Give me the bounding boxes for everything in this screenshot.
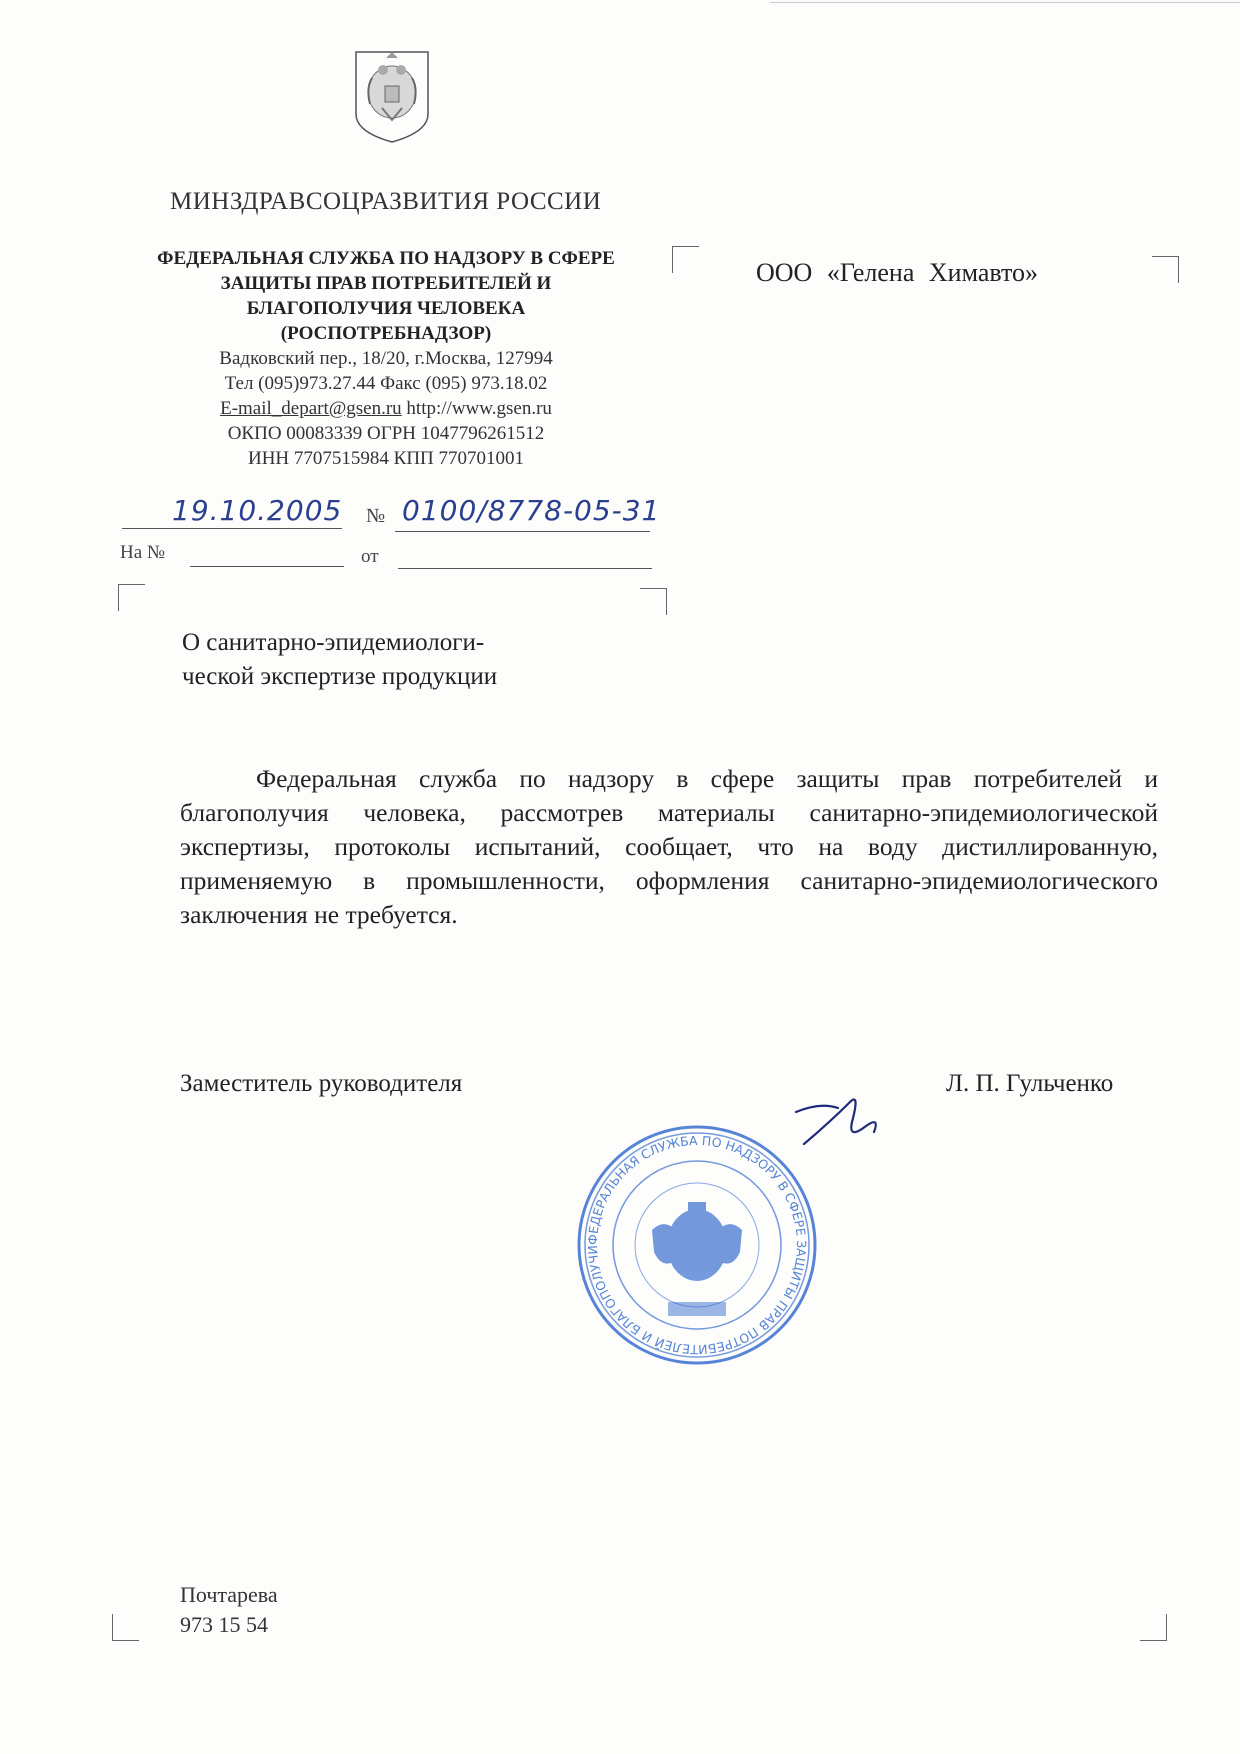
inn-kpp: ИНН 7707515984 КПП 770701001 <box>247 448 525 469</box>
stamp-text: ФЕДЕРАЛЬНАЯ СЛУЖБА ПО НАДЗОРУ В СФЕРЕ ЗАЩИТЫ ПРАВ ПОТРЕБИТЕЛЕЙ И БЛАГОПОЛУЧИ <box>584 1132 810 1358</box>
body-paragraph: Федеральная служба по надзору в сфере защиты прав потребителей и благополучия человека, рассмотрев материалы санитарно-эпидемиологической экспертизы, протоколы испытаний, сообщает, что на воду дистиллированную, применяемую в промышленности, оформления санитарно-эпидемиологического заключения не требуется. <box>180 764 1158 929</box>
phone-fax: Тел (095)973.27.44 Факс (095) 973.18.02 <box>224 373 548 394</box>
executor-name: Почтарева <box>180 1582 278 1607</box>
subject-line: О санитарно-эпидемиологи- <box>182 629 485 656</box>
service-name-line: ЗАЩИТЫ ПРАВ ПОТРЕБИТЕЛЕЙ И <box>220 273 552 294</box>
page-corner-mark <box>112 1614 139 1641</box>
signer-name: Л. П. Гульченко <box>946 1070 1114 1097</box>
sender-letterhead <box>136 246 636 471</box>
page-corner-mark <box>1140 1614 1167 1641</box>
letter-number: 0100/8778-05-31 <box>402 494 661 527</box>
date-underline <box>122 528 342 529</box>
service-abbreviation: (РОСПОТРЕБНАДЗОР) <box>280 323 492 344</box>
official-stamp <box>572 1120 822 1370</box>
subject-line: ческой экспертизе продукции <box>182 663 498 690</box>
executor-phone: 973 15 54 <box>180 1612 268 1637</box>
scan-edge-line <box>770 2 1240 3</box>
reference-from-underline <box>398 568 652 569</box>
letter-subject <box>182 626 497 694</box>
subject-corner-mark <box>640 588 667 615</box>
service-name-line: ФЕДЕРАЛЬНАЯ СЛУЖБА ПО НАДЗОРУ В СФЕРЕ <box>157 248 615 269</box>
ministry-name: МИНЗДРАВСОЦРАЗВИТИЯ РОССИИ <box>170 188 602 215</box>
recipient: ООО «Гелена Химавто» <box>756 258 1039 287</box>
address: Вадковский пер., 18/20, г.Москва, 127994 <box>219 348 553 369</box>
email-link[interactable]: E-mail_depart@gsen.ru <box>220 398 402 419</box>
reference-label: На № <box>120 542 166 563</box>
email-website-line <box>136 396 636 421</box>
letter-date: 19.10.2005 <box>172 494 343 527</box>
number-label: № <box>366 505 386 527</box>
signer-title: Заместитель руководителя <box>180 1070 463 1097</box>
service-name-line: БЛАГОПОЛУЧИЯ ЧЕЛОВЕКА <box>246 298 526 319</box>
executor-info <box>180 1580 278 1640</box>
coat-of-arms-emblem <box>352 48 432 144</box>
letter-body <box>180 762 1158 932</box>
subject-corner-mark <box>118 584 145 611</box>
reference-from-label: от <box>361 546 379 567</box>
website-link[interactable]: http://www.gsen.ru <box>406 398 552 419</box>
reference-underline <box>190 566 344 567</box>
recipient-corner-mark <box>1152 256 1179 283</box>
okpo-ogrn: ОКПО 00083339 ОГРН 1047796261512 <box>227 423 545 444</box>
recipient-corner-mark <box>672 246 699 273</box>
number-underline <box>395 531 650 532</box>
